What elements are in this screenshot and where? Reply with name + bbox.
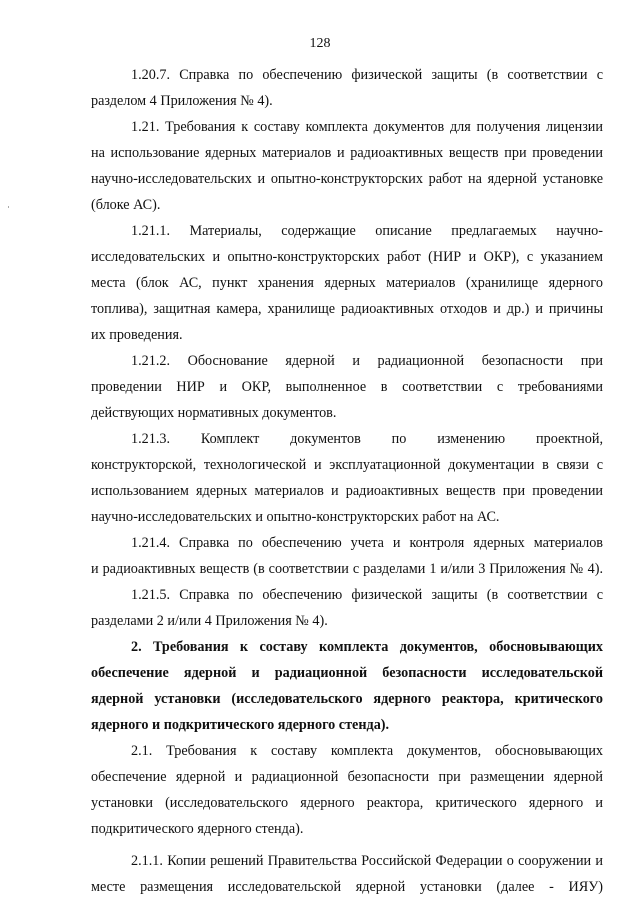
text-line: 1.20.7. Справка по обеспечению физической защиты (в соответствии с (131, 67, 603, 83)
page-number: 128 (309, 36, 331, 51)
text-line: обеспечение ядерной и радиационной безопасности при размещении ядерной (91, 769, 603, 785)
section-heading-line: обеспечение ядерной и радиационной безопасности исследовательской (91, 665, 603, 681)
text-line: использованием ядерных материалов и радиоактивных веществ при проведении (91, 483, 603, 499)
text-line: подкритического ядерного стенда). (91, 821, 304, 837)
text-line: научно-исследовательских и опытно-конструкторских работ на АС. (91, 509, 500, 525)
text-line: на использование ядерных материалов и радиоактивных веществ при проведении (91, 145, 603, 161)
text-line: исследовательских и опытно-конструкторских работ (НИР и ОКР), с указанием (91, 249, 603, 265)
text-line: 2.1. Требования к составу комплекта документов, обосновывающих (131, 743, 603, 759)
section-heading-line: 2. Требования к составу комплекта документов, обосновывающих (131, 639, 603, 655)
text-line: действующих нормативных документов. (91, 405, 337, 421)
text-line: места (блок АС, пункт хранения ядерных материалов (хранилище ядерного (91, 275, 603, 291)
text-line: 1.21.5. Справка по обеспечению физической защиты (в соответствии с (131, 587, 603, 603)
text-line: 1.21.4. Справка по обеспечению учета и контроля ядерных материалов (131, 535, 603, 551)
section-heading-line: ядерной установки (исследовательского ядерного реактора, критического (91, 691, 603, 707)
text-line: 1.21. Требования к составу комплекта документов для получения лицензии (131, 119, 603, 135)
text-line: 1.21.1. Материалы, содержащие описание предлагаемых научно- (131, 223, 603, 239)
text-line: разделами 2 и/или 4 Приложения № 4). (91, 613, 328, 629)
text-line: научно-исследовательских и опытно-конструкторских работ на ядерной установке (91, 171, 603, 187)
text-line: и радиоактивных веществ (в соответствии с разделами 1 и/или 3 Приложения № 4). (91, 561, 603, 577)
scan-mark (8, 206, 9, 208)
section-heading-line: ядерного и подкритического ядерного стенда). (91, 717, 390, 733)
text-line: разделом 4 Приложения № 4). (91, 93, 273, 109)
text-line: (блоке АС). (91, 197, 161, 213)
text-line: 1.21.3. Комплект документов по изменению проектной, (131, 431, 603, 447)
text-line: проведении НИР и ОКР, выполненное в соответствии с требованиями (91, 379, 603, 395)
text-line: установки (исследовательского ядерного реактора, критического ядерного и (91, 795, 603, 811)
text-line: 1.21.2. Обоснование ядерной и радиационной безопасности при (131, 353, 603, 369)
text-line: месте размещения исследовательской ядерной установки (далее - ИЯУ) (91, 879, 603, 895)
text-line: конструкторской, технологической и эксплуатационной документации в связи с (91, 457, 603, 473)
text-line: топлива), защитная камера, хранилище радиоактивных отходов и др.) и причины (91, 301, 603, 317)
text-line: их проведения. (91, 327, 183, 343)
text-line: 2.1.1. Копии решений Правительства Российской Федерации о сооружении и (131, 853, 603, 869)
